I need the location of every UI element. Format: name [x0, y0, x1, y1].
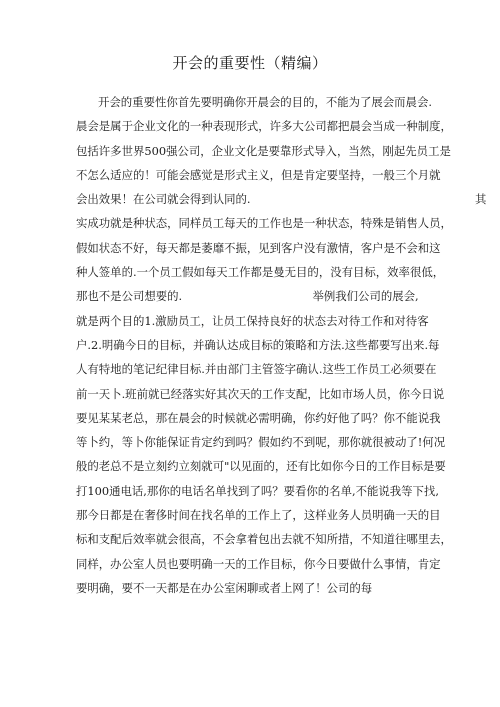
text-line: 开会的重要性你首先要明确你开晨会的目的，不能为了展会而晨会.	[98, 95, 432, 109]
text-line: 实成功就是种状态，同样员工每天的工作也是一种状态，特殊是销售人员，	[76, 216, 452, 231]
text-line: 等卜约，等卜你能保证肯定约到吗？假如约不到呢，那你就很被动了!何况	[76, 435, 446, 450]
text-line: 标和支配后效率就会很高，不会拿着包出去就不知所措，不知道往哪里去，	[76, 532, 452, 547]
text-line: 打100通电话,那你的电话名单找到了吗？要看你的名单,不能说我等下找,	[76, 483, 439, 498]
text-line: 同样，办公室人员也要明确一天的工作目标，你今日要做什么事情，肯定	[76, 556, 441, 571]
text-line: 前一天卜.班前就已经落实好其次天的工作支配，比如市场人员，你今日说	[76, 386, 445, 401]
text-line: 般的老总不是立刻约立刻就可"以见面的，还有比如你今日的工作目标是要	[76, 459, 446, 474]
text-line: 人有特地的笔记纪律目标.并由部门主管签字确认.这些工作员工必须要在	[76, 362, 437, 377]
text-line: 不怎么适应的！可能会感觉是形式主义，但是肯定要坚持，一般三个月就	[76, 167, 441, 182]
text-line: 那今日都是在奢侈时间在找名单的工作上了，这样业务人员明确一天的目	[76, 508, 441, 523]
text-line: 晨会是属于企业文化的一种表现形式，许多大公司都把晨会当成一种制度，	[76, 119, 452, 134]
document-title: 开会的重要性（精编）	[172, 54, 328, 72]
text-line: 要见某某老总，那在晨会的时候就必需明确，你约好他了吗？你不能说我	[76, 410, 441, 425]
text-line: 种人签单的.一个员工假如每天工作都是曼无目的，没有目标，效率很低，	[76, 265, 445, 280]
text-line: 就是两个目的1.激励员工，让员工保持良好的状态去对待工作和对待客	[76, 313, 429, 328]
text-line: 会出效果！在公司就会得到认同的. 其	[76, 192, 487, 207]
text-line: 包括许多世界500强公司，企业文化是要靠形式导入，当然，刚起先员工是	[76, 143, 451, 158]
text-line: 要明确，要不一天都是在办公室闲聊或者上网了！公司的每	[76, 580, 373, 595]
text-line: 户.2.明确今日的目标，并确认达成目标的策略和方法.这些都要写出来.每	[76, 337, 440, 352]
document-body	[76, 90, 487, 600]
text-line: 假如状态不好，每天都是萎靡不振，见到客户没有激情，客户是不会和这	[76, 240, 441, 255]
text-line: 那也不是公司想要的. 举例我们公司的展会,	[76, 289, 419, 304]
